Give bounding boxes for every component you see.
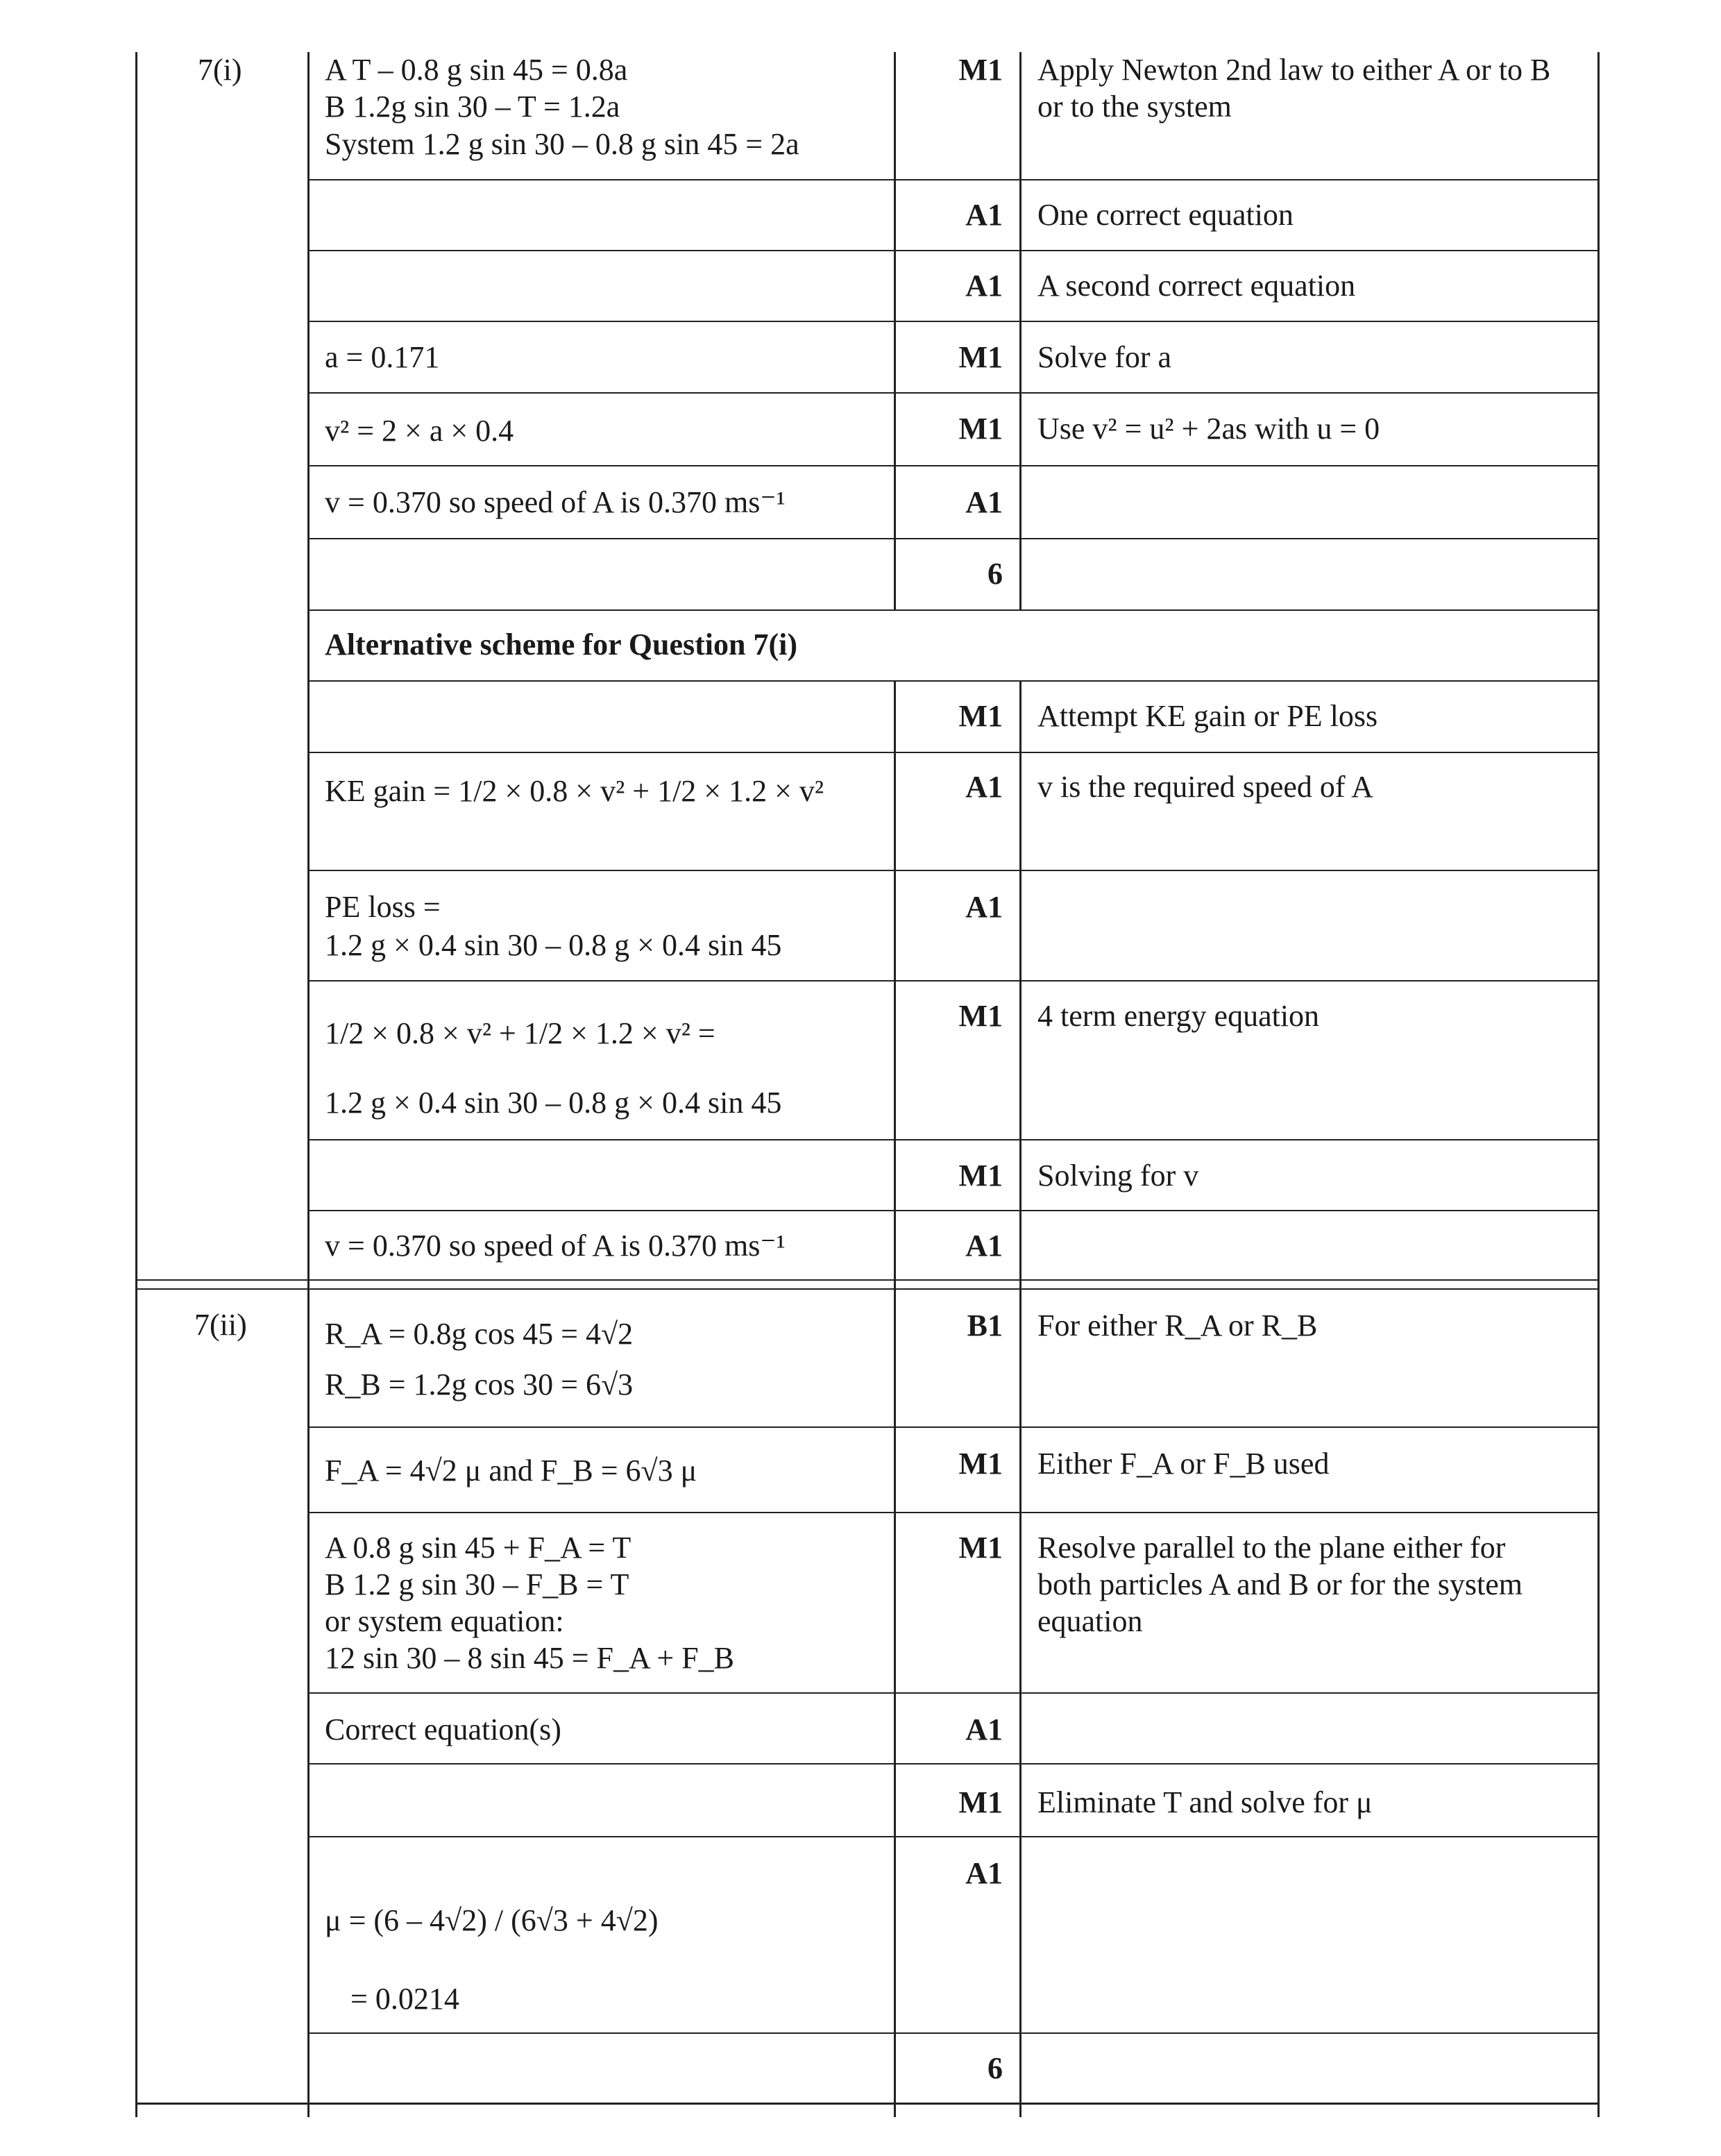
guidance-line: Apply Newton 2nd law to either A or to B	[1037, 53, 1551, 87]
column-divider-mark-top	[1019, 52, 1021, 611]
answer-line: B 1.2 g sin 30 – F_B = T	[325, 1567, 629, 1601]
answer-line: 1/2 × 0.8 × v² + 1/2 × 1.2 × v² =	[325, 1016, 715, 1050]
guidance-line: Resolve parallel to the plane either for	[1037, 1531, 1506, 1565]
row-divider	[307, 870, 1600, 871]
table-border-left	[135, 52, 137, 2117]
mark-total: 6	[987, 557, 1003, 591]
row-divider	[307, 1836, 1600, 1837]
mark: A1	[965, 890, 1003, 924]
mark: M1	[958, 1785, 1003, 1819]
row-divider	[307, 1692, 1600, 1694]
answer-line: or system equation:	[325, 1604, 564, 1638]
row-divider	[307, 465, 1600, 466]
mark: A1	[965, 1856, 1003, 1890]
mark: M1	[958, 1531, 1003, 1565]
guidance-line: For either R_A or R_B	[1037, 1308, 1318, 1342]
mark: M1	[958, 1447, 1003, 1481]
mark: A1	[965, 198, 1003, 232]
row-divider	[307, 2032, 1600, 2034]
mark: A1	[965, 1712, 1003, 1746]
answer-line: Correct equation(s)	[325, 1712, 561, 1746]
column-divider-answer-top	[894, 52, 896, 611]
mark: M1	[958, 340, 1003, 374]
guidance-line: or to the system	[1037, 90, 1232, 124]
row-divider	[307, 321, 1600, 322]
answer-line: KE gain = 1/2 × 0.8 × v² + 1/2 × 1.2 × v²	[325, 774, 824, 808]
answer-line: a = 0.171	[325, 340, 440, 374]
answer-line: R_A = 0.8g cos 45 = 4√2	[325, 1317, 634, 1351]
guidance-line: Solving for v	[1037, 1159, 1199, 1193]
guidance-line: 4 term energy equation	[1037, 999, 1320, 1033]
guidance-line: Attempt KE gain or PE loss	[1037, 699, 1378, 733]
answer-line: R_B = 1.2g cos 30 = 6√3	[325, 1367, 634, 1401]
mark: M1	[958, 999, 1003, 1033]
section-divider-lower	[135, 1288, 1600, 1290]
question-label-7i: 7(i)	[198, 53, 242, 87]
guidance-line: Solve for a	[1037, 340, 1172, 374]
guidance-line: Use v² = u² + 2as with u = 0	[1037, 412, 1380, 446]
mark: A1	[965, 1229, 1003, 1263]
section-divider-upper	[135, 1279, 1600, 1281]
answer-line: A 0.8 g sin 45 + F_A = T	[325, 1531, 631, 1565]
table-border-bottom	[135, 2103, 1600, 2105]
row-divider	[307, 1512, 1600, 1513]
row-divider	[307, 179, 1600, 180]
row-divider	[307, 1139, 1600, 1140]
mark: M1	[958, 412, 1003, 446]
guidance-line: Eliminate T and solve for μ	[1037, 1785, 1373, 1819]
mark: A1	[965, 770, 1003, 804]
row-divider	[307, 609, 1600, 611]
question-label-7ii: 7(ii)	[194, 1308, 247, 1342]
guidance-line: v is the required speed of A	[1037, 770, 1373, 804]
answer-line: v = 0.370 so speed of A is 0.370 ms⁻¹	[325, 485, 786, 519]
answer-line: B 1.2g sin 30 – T = 1.2a	[325, 90, 620, 124]
row-divider	[307, 1210, 1600, 1211]
guidance-line: equation	[1037, 1604, 1143, 1638]
answer-line: 1.2 g × 0.4 sin 30 – 0.8 g × 0.4 sin 45	[325, 1086, 782, 1120]
guidance-line: A second correct equation	[1037, 269, 1356, 303]
row-divider	[307, 752, 1600, 753]
row-divider	[307, 538, 1600, 539]
row-divider	[307, 392, 1600, 394]
answer-line: A T – 0.8 g sin 45 = 0.8a	[325, 53, 628, 87]
mark: M1	[958, 53, 1003, 87]
answer-line: = 0.0214	[350, 1982, 459, 2016]
answer-line: v² = 2 × a × 0.4	[325, 414, 514, 448]
mark-total: 6	[987, 2051, 1003, 2085]
mark: M1	[958, 1159, 1003, 1193]
row-divider	[307, 680, 1600, 682]
answer-line: v = 0.370 so speed of A is 0.370 ms⁻¹	[325, 1229, 786, 1263]
row-divider	[307, 1763, 1600, 1765]
table-border-right	[1597, 52, 1600, 2117]
column-divider-mark-bottom	[1019, 680, 1021, 2117]
row-divider	[307, 1426, 1600, 1428]
mark: B1	[967, 1308, 1003, 1342]
column-divider-answer-bottom	[894, 680, 896, 2117]
guidance-line: both particles A and B or for the system	[1037, 1567, 1523, 1601]
answer-line: 12 sin 30 – 8 sin 45 = F_A + F_B	[325, 1641, 734, 1675]
row-divider	[307, 250, 1600, 251]
mark: A1	[965, 485, 1003, 519]
answer-line: F_A = 4√2 μ and F_B = 6√3 μ	[325, 1454, 697, 1488]
guidance-line: Either F_A or F_B used	[1037, 1447, 1330, 1481]
row-divider	[307, 980, 1600, 982]
guidance-line: One correct equation	[1037, 198, 1294, 232]
answer-line: System 1.2 g sin 30 – 0.8 g sin 45 = 2a	[325, 127, 799, 161]
mark: M1	[958, 699, 1003, 733]
mark: A1	[965, 269, 1003, 303]
column-divider-question	[307, 52, 310, 2117]
alternative-heading: Alternative scheme for Question 7(i)	[325, 628, 798, 662]
answer-line: μ = (6 – 4√2) / (6√3 + 4√2)	[325, 1903, 659, 1937]
answer-line: PE loss =	[325, 890, 441, 924]
answer-line: 1.2 g × 0.4 sin 30 – 0.8 g × 0.4 sin 45	[325, 928, 782, 962]
